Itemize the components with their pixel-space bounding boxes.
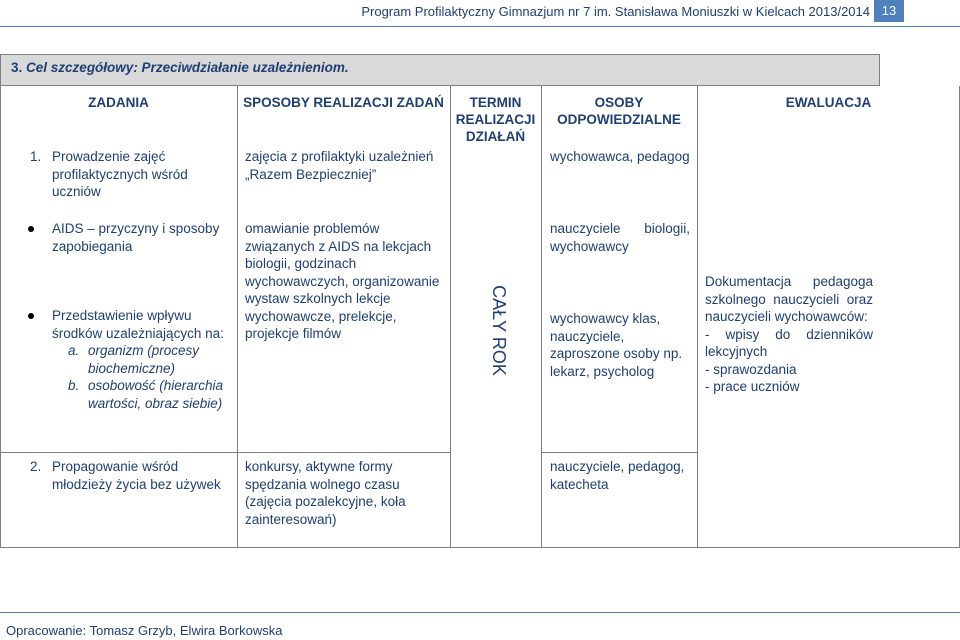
column-divider (697, 86, 698, 548)
row-divider (541, 452, 697, 453)
objective-number: 3. (11, 60, 23, 75)
sub-a-letter: a. (68, 343, 80, 358)
task-topics (28, 220, 232, 412)
topic-sub-a (28, 342, 232, 377)
sub-b-letter: b. (68, 378, 80, 393)
header-term-line: TERMIN (469, 95, 522, 110)
header-term-line: REALIZACJI (455, 112, 536, 127)
page-header: Program Profilaktyczny Gimnazjum nr 7 im. Stanisława Moniuszki w Kielcach 2013/2014 (361, 4, 870, 19)
task-1-text: Prowadzenie zajęć profilaktycznych wśród uczniów (52, 149, 188, 199)
topic-aids: AIDS – przyczyny i sposoby zapobiegania (52, 221, 220, 254)
task-2 (30, 458, 230, 493)
column-divider (541, 86, 542, 548)
topic-bullet (28, 307, 232, 342)
topic-sub-b (28, 377, 232, 412)
responsible-class: wychowawcy klas, nauczyciele, zaproszone osoby np. lekarz, psycholog (550, 311, 683, 379)
bullet-dot (28, 220, 38, 255)
topic-influence: Przedstawienie wpływu środków uzależniających na: (52, 308, 224, 341)
evaluation-student-work: - prace uczniów (705, 379, 800, 394)
task-2-text: Propagowanie wśród młodzieży życia bez używek (52, 459, 221, 492)
task-2-method: konkursy, aktywne formy spędzania wolnego czasu (zajęcia pozalekcyjne, koła zainteresowań) (245, 459, 406, 527)
header-methods: SPOSOBY REALIZACJI ZADAŃ (243, 95, 444, 110)
header-rule (0, 26, 960, 27)
header-term (450, 94, 541, 145)
evaluation-reports: - sprawozdania (705, 361, 797, 377)
header-tasks: ZADANIA (88, 95, 149, 110)
responsible-biology: nauczyciele biologii, wychowawcy (550, 221, 690, 254)
header-evaluation: EWALUACJA (785, 95, 872, 110)
task-1-responsible: wychowawca, pedagog (550, 149, 690, 164)
task-2-responsible: nauczyciele, pedagog, katecheta (550, 459, 685, 492)
header-responsible-line: OSOBY (594, 95, 644, 110)
header-responsible (541, 94, 697, 128)
term-cell (458, 250, 538, 410)
sub-b-text: osobowość (hierarchia wartości, obraz siebie) (88, 378, 224, 411)
footer-authors: Opracowanie: Tomasz Grzyb, Elwira Borkowska (6, 623, 283, 638)
evaluation-docs: Dokumentacja pedagoga szkolnego nauczycieli oraz nauczycieli wychowawców: (705, 274, 873, 324)
bullet-dot (28, 307, 38, 342)
objective-label: Cel szczegółowy: Przeciwdziałanie uzależnieniom. (26, 60, 349, 75)
task-2-number: 2. (30, 459, 42, 474)
evaluation-cell (705, 273, 873, 396)
task-1 (30, 148, 230, 201)
header-responsible-line: ODPOWIEDZIALNE (557, 112, 681, 127)
task-topics-method: omawianie problemów związanych z AIDS na lekcjach biologii, godzinach wychowawczych, organizowanie wystaw szkolnych lekcje wychowawcze, prelekcje, projekcje filmów (245, 221, 440, 341)
task-1-method: zajęcia z profilaktyki uzależnień „Razem Bezpieczniej” (245, 149, 434, 182)
objective-band (0, 54, 880, 86)
evaluation-entries: - wpisy do dzienników lekcyjnych (705, 326, 873, 359)
column-divider (237, 86, 238, 548)
footer-rule (0, 612, 960, 613)
term-whole-year: CAŁY ROK (488, 284, 509, 376)
header-term-line: DZIAŁAŃ (465, 129, 526, 144)
row-divider (0, 452, 450, 453)
task-1-number: 1. (30, 149, 42, 164)
page-number: 13 (874, 0, 904, 22)
column-divider (450, 86, 451, 548)
sub-a-text: organizm (procesy biochemiczne) (88, 343, 200, 376)
topic-bullet (28, 220, 232, 255)
